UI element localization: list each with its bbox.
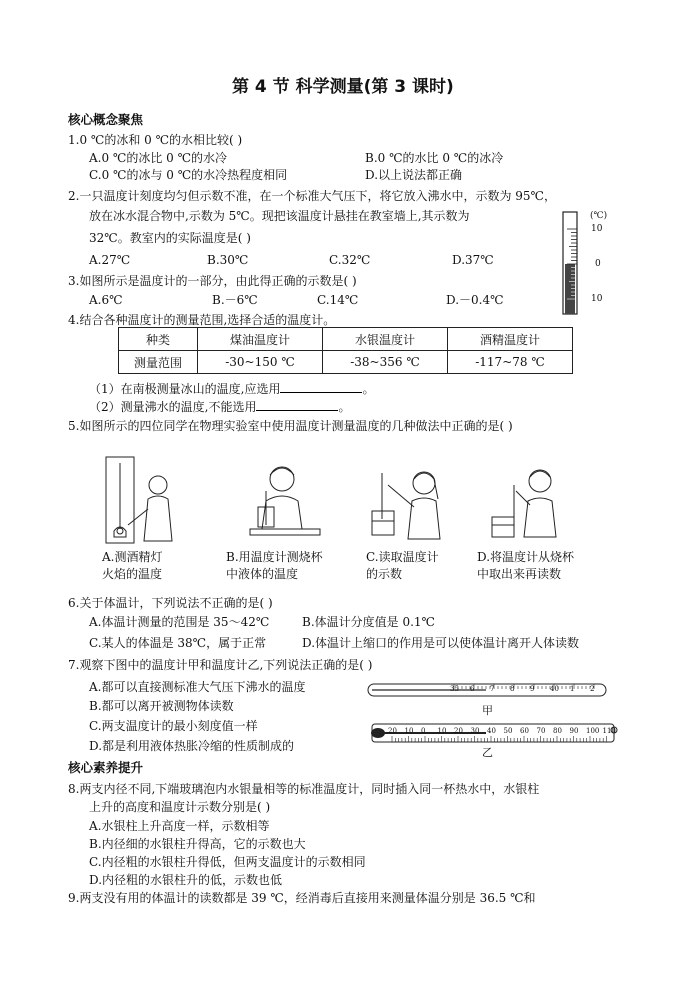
table-header: 水银温度计 <box>323 328 448 351</box>
tick-label: 80 <box>553 727 562 735</box>
tick-label: 2 <box>590 685 595 693</box>
q8-line2: 上升的高度和温度计示数分别是( ) <box>89 800 271 814</box>
q7-option-c[interactable]: C.两支温度计的最小刻度值一样 <box>89 719 258 733</box>
tick-label: 0 <box>421 727 426 735</box>
q9-line1: 9.两支没有用的体温计的读数都是 39 ℃，经消毒后直接用来测量体温分别是 36.5 ℃和 <box>68 891 536 905</box>
tick-label: 9 <box>530 685 535 693</box>
q4-sub1-end: 。 <box>362 382 375 396</box>
q5-option-d-line2: 中取出来再读数 <box>477 567 562 581</box>
q3-option-b[interactable]: B.－6℃ <box>212 293 258 307</box>
q5-option-d-line1[interactable]: D.将温度计从烧杯 <box>477 550 575 564</box>
thermometer-yi-label: 乙 <box>482 746 493 759</box>
q5-stem: 5.如图所示的四位同学在物理实验室中使用温度计测量温度的几种做法中正确的是( ) <box>68 419 513 433</box>
tick-label: 110 <box>602 727 616 735</box>
q8-option-c[interactable]: C.内径粗的水银柱升得低，但两支温度计的示数相同 <box>89 855 366 869</box>
thermometer-yi-figure <box>366 722 622 762</box>
q2-line1: 2.一只温度计刻度均匀但示数不准，在一个标准大气压下，将它放入沸水中，示数为 95℃， <box>68 189 556 203</box>
table-header: 种类 <box>119 328 198 351</box>
q4-sub2-text: （2）测量沸水的温度,不能选用 <box>89 400 257 414</box>
page-title: 第 4 节 科学测量(第 3 课时) <box>232 77 454 97</box>
q5-option-a-line1[interactable]: A.测酒精灯 <box>102 550 163 564</box>
q5-option-a-line2: 火焰的温度 <box>102 567 163 581</box>
q5-figure-d <box>488 455 588 547</box>
tick-label: 70 <box>536 727 546 735</box>
tick-label: 7 <box>490 685 495 693</box>
q8-option-a[interactable]: A.水银柱上升高度一样，示数相等 <box>89 819 270 833</box>
thermo-label-top: 10 <box>591 224 603 234</box>
tick-label: 90 <box>569 727 579 735</box>
thermometer-jia-label: 甲 <box>482 704 493 717</box>
q8-option-b[interactable]: B.内径细的水银柱升得高，它的示数也大 <box>89 837 306 851</box>
tick-label: 40 <box>550 685 559 693</box>
table-cell: -38~356 ℃ <box>323 351 448 374</box>
table-cell: 测量范围 <box>119 351 198 374</box>
thermometer-range-table <box>118 327 573 374</box>
q8-line1: 8.两支内径不同,下端玻璃泡内水银量相等的标准温度计，同时插入同一杯热水中，水银柱 <box>68 782 540 796</box>
q1-option-b[interactable]: B.0 ℃的水比 0 ℃的冰冷 <box>365 151 504 165</box>
q1-option-d[interactable]: D.以上说法都正确 <box>365 168 463 182</box>
tick-label: 35 <box>450 685 459 693</box>
q4-sub1-text: （1）在南极测量冰山的温度,应选用 <box>89 382 281 396</box>
q6-stem: 6.关于体温计，下列说法不正确的是( ) <box>68 596 273 610</box>
q6-option-a[interactable]: A.体温计测量的范围是 35～42℃ <box>89 615 270 629</box>
table-cell: -117~78 ℃ <box>448 351 573 374</box>
q2-option-c[interactable]: C.32℃ <box>329 253 371 267</box>
tick-label: 50 <box>503 727 513 735</box>
thermo-unit: (℃) <box>590 211 608 221</box>
q4-sub2-end: 。 <box>338 400 351 414</box>
q2-option-a[interactable]: A.27℃ <box>89 253 131 267</box>
q4-stem: 4.结合各种温度计的测量范围,选择合适的温度计。 <box>68 313 336 327</box>
q7-option-a[interactable]: A.都可以直接测标准大气压下沸水的温度 <box>89 680 306 694</box>
q1-option-c[interactable]: C.0 ℃的冰与 0 ℃的水冷热程度相同 <box>89 168 288 182</box>
q5-option-b-line1[interactable]: B.用温度计测烧杯 <box>226 550 323 564</box>
q3-option-d[interactable]: D.－0.4℃ <box>446 293 504 307</box>
q4-sub1 <box>89 380 374 397</box>
q2-option-d[interactable]: D.37℃ <box>452 253 494 267</box>
tick-label: 40 <box>487 727 496 735</box>
thermo-label-bottom: 10 <box>591 294 603 304</box>
table-header: 煤油温度计 <box>198 328 323 351</box>
q7-option-b[interactable]: B.都可以离开被测物体读数 <box>89 699 234 713</box>
table-cell: -30~150 ℃ <box>198 351 323 374</box>
tick-label: 100 <box>586 727 600 735</box>
tick-label: 6 <box>470 685 475 693</box>
thermo-label-zero: 0 <box>595 259 601 269</box>
table-row <box>119 351 573 374</box>
q2-line3: 32℃。教室内的实际温度是( ) <box>89 231 251 245</box>
q1-option-a[interactable]: A.0 ℃的冰比 0 ℃的水冷 <box>89 151 228 165</box>
q5-option-c-line2: 的示数 <box>366 567 403 581</box>
thermometer-jia-figure <box>366 680 616 716</box>
tick-label: 10 <box>404 727 414 735</box>
table-header: 酒精温度计 <box>448 328 573 351</box>
q5-figure-b <box>232 455 332 547</box>
tick-label: 60 <box>520 727 529 735</box>
q6-option-c[interactable]: C.某人的体温是 38℃，属于正常 <box>89 636 267 650</box>
q3-option-a[interactable]: A.6℃ <box>89 293 123 307</box>
q8-option-d[interactable]: D.内径粗的水银柱升的低，示数也低 <box>89 873 283 887</box>
tick-label: 10 <box>437 727 447 735</box>
q5-option-b-line2: 中液体的温度 <box>226 567 299 581</box>
q6-option-b[interactable]: B.体温计分度值是 0.1℃ <box>302 615 435 629</box>
q4-sub1-blank[interactable] <box>280 380 362 393</box>
tick-label: 20 <box>388 727 397 735</box>
tick-label: 8 <box>510 685 515 693</box>
q4-sub2-blank[interactable] <box>256 398 338 411</box>
q5-figure-a <box>100 455 195 547</box>
thermometer-scale-figure <box>555 208 615 318</box>
q3-stem: 3.如图所示是温度计的一部分，由此得正确的示数是( ) <box>68 274 357 288</box>
q1-stem: 1.0 ℃的冰和 0 ℃的水相比较( ) <box>68 133 243 147</box>
q7-stem: 7.观察下图中的温度计甲和温度计乙,下列说法正确的是( ) <box>68 658 373 672</box>
tick-label: 20 <box>454 727 463 735</box>
q3-option-c[interactable]: C.14℃ <box>317 293 359 307</box>
q7-option-d[interactable]: D.都是利用液体热胀冷缩的性质制成的 <box>89 739 295 753</box>
section-heading-concepts: 核心概念聚焦 <box>68 112 144 127</box>
q2-option-b[interactable]: B.30℃ <box>207 253 249 267</box>
q5-figure-c <box>362 455 462 547</box>
table-header-row <box>119 328 573 351</box>
q2-line2: 放在冰水混合物中,示数为 5℃。现把该温度计悬挂在教室墙上,其示数为 <box>89 209 470 223</box>
tick-label: 1 <box>570 685 575 693</box>
tick-label: 30 <box>470 727 480 735</box>
section-heading-literacy: 核心素养提升 <box>68 760 144 775</box>
q6-option-d[interactable]: D.体温计上缩口的作用是可以使体温计离开人体读数 <box>302 636 580 650</box>
q4-sub2 <box>89 398 350 415</box>
q5-option-c-line1[interactable]: C.读取温度计 <box>366 550 439 564</box>
